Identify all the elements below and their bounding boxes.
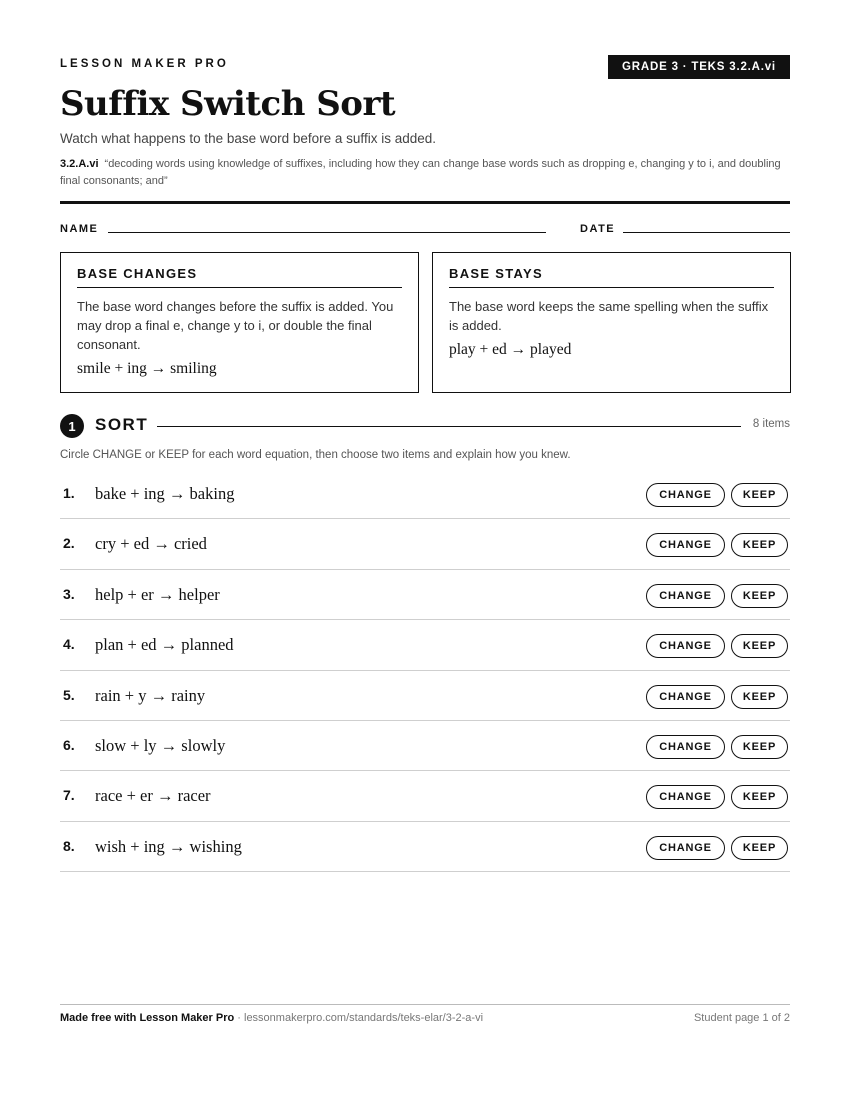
keep-choice[interactable]: KEEP [731, 584, 788, 608]
choice-group [646, 483, 788, 507]
change-choice[interactable]: CHANGE [646, 685, 725, 709]
sort-item [60, 671, 790, 721]
choice-group [646, 836, 788, 860]
base-changes-body: The base word changes before the suffix is added. You may drop a final e, change y to i, or double the final consonant. [77, 299, 394, 352]
grade-badge: GRADE 3 · TEKS 3.2.A.vi [608, 55, 790, 79]
change-choice[interactable]: CHANGE [646, 483, 725, 507]
keep-choice[interactable]: KEEP [731, 483, 788, 507]
item-number: 2. [63, 535, 75, 552]
date-field[interactable] [623, 232, 790, 233]
base-changes-box [60, 252, 419, 393]
sort-item-list [60, 469, 790, 872]
standard-description [60, 156, 800, 190]
item-count: 8 items [752, 418, 790, 430]
section-instructions: Circle CHANGE or KEEP for each word equation, then choose two items and explain how you knew. [60, 449, 571, 461]
item-number: 6. [63, 736, 75, 753]
sort-item [60, 469, 790, 519]
base-stays-box [432, 252, 791, 393]
item-number: 1. [63, 485, 75, 501]
standard-text: “decoding words using knowledge of suffixes, including how they can change base words such as dropping e, changing y to i, and doubling final consonants; and” [60, 158, 781, 187]
standard-code: 3.2.A.vi [60, 158, 99, 170]
sort-item [60, 822, 790, 872]
item-number: 7. [63, 787, 75, 804]
section-number-badge: 1 [60, 414, 84, 438]
keep-choice[interactable]: KEEP [731, 735, 788, 759]
item-equation: cry + ed → cried [95, 534, 207, 554]
change-choice[interactable]: CHANGE [646, 836, 725, 860]
page-title: Suffix Switch Sort [60, 84, 396, 124]
footer-page-number: Student page 1 of 2 [693, 1012, 790, 1024]
item-equation: plan + ed → planned [95, 635, 234, 655]
keep-choice[interactable]: KEEP [731, 785, 788, 809]
base-stays-example: play + ed → played [449, 341, 572, 358]
footer-credit [60, 1012, 483, 1024]
item-equation: rain + y → rainy [95, 685, 206, 705]
name-label: NAME [60, 223, 99, 235]
section-title: SORT [95, 415, 149, 434]
sort-item [60, 620, 790, 670]
keep-choice[interactable]: KEEP [731, 634, 788, 658]
change-choice[interactable]: CHANGE [646, 785, 725, 809]
page-subtitle: Watch what happens to the base word before a suffix is added. [60, 131, 436, 146]
keep-choice[interactable]: KEEP [731, 533, 788, 557]
change-choice[interactable]: CHANGE [646, 533, 725, 557]
date-label: DATE [580, 223, 616, 235]
item-number: 4. [63, 636, 75, 653]
base-stays-body: The base word keeps the same spelling when the suffix is added. [449, 299, 769, 333]
base-changes-title: BASE CHANGES [77, 266, 402, 288]
change-choice[interactable]: CHANGE [646, 634, 725, 658]
item-equation: race + er → racer [95, 786, 211, 806]
item-number: 5. [63, 686, 75, 703]
brand-name: LESSON MAKER PRO [60, 58, 229, 70]
change-choice[interactable]: CHANGE [646, 584, 725, 608]
sort-item [60, 519, 790, 569]
change-choice[interactable]: CHANGE [646, 735, 725, 759]
base-changes-example: smile + ing → smiling [77, 360, 217, 377]
choice-group [646, 634, 788, 658]
item-number: 3. [63, 585, 75, 602]
header-divider [60, 201, 790, 204]
section-divider [157, 426, 741, 427]
item-equation: help + er → helper [95, 584, 220, 604]
base-stays-title: BASE STAYS [449, 266, 774, 288]
name-field[interactable] [108, 232, 546, 233]
choice-group [646, 685, 788, 709]
choice-group [646, 533, 788, 557]
sort-item [60, 721, 790, 771]
choice-group [646, 785, 788, 809]
footer-divider [60, 1004, 790, 1005]
sort-item [60, 771, 790, 821]
keep-choice[interactable]: KEEP [731, 685, 788, 709]
footer-url: · lessonmakerpro.com/standards/teks-elar/3-2-a-vi [234, 1012, 484, 1024]
footer-made-with: Made free with Lesson Maker Pro [60, 1012, 235, 1024]
item-equation: wish + ing → wishing [95, 836, 242, 856]
sort-item [60, 570, 790, 620]
choice-group [646, 735, 788, 759]
choice-group [646, 584, 788, 608]
item-number: 8. [63, 837, 75, 854]
keep-choice[interactable]: KEEP [731, 836, 788, 860]
item-equation: bake + ing → baking [95, 484, 235, 503]
item-equation: slow + ly → slowly [95, 735, 226, 755]
